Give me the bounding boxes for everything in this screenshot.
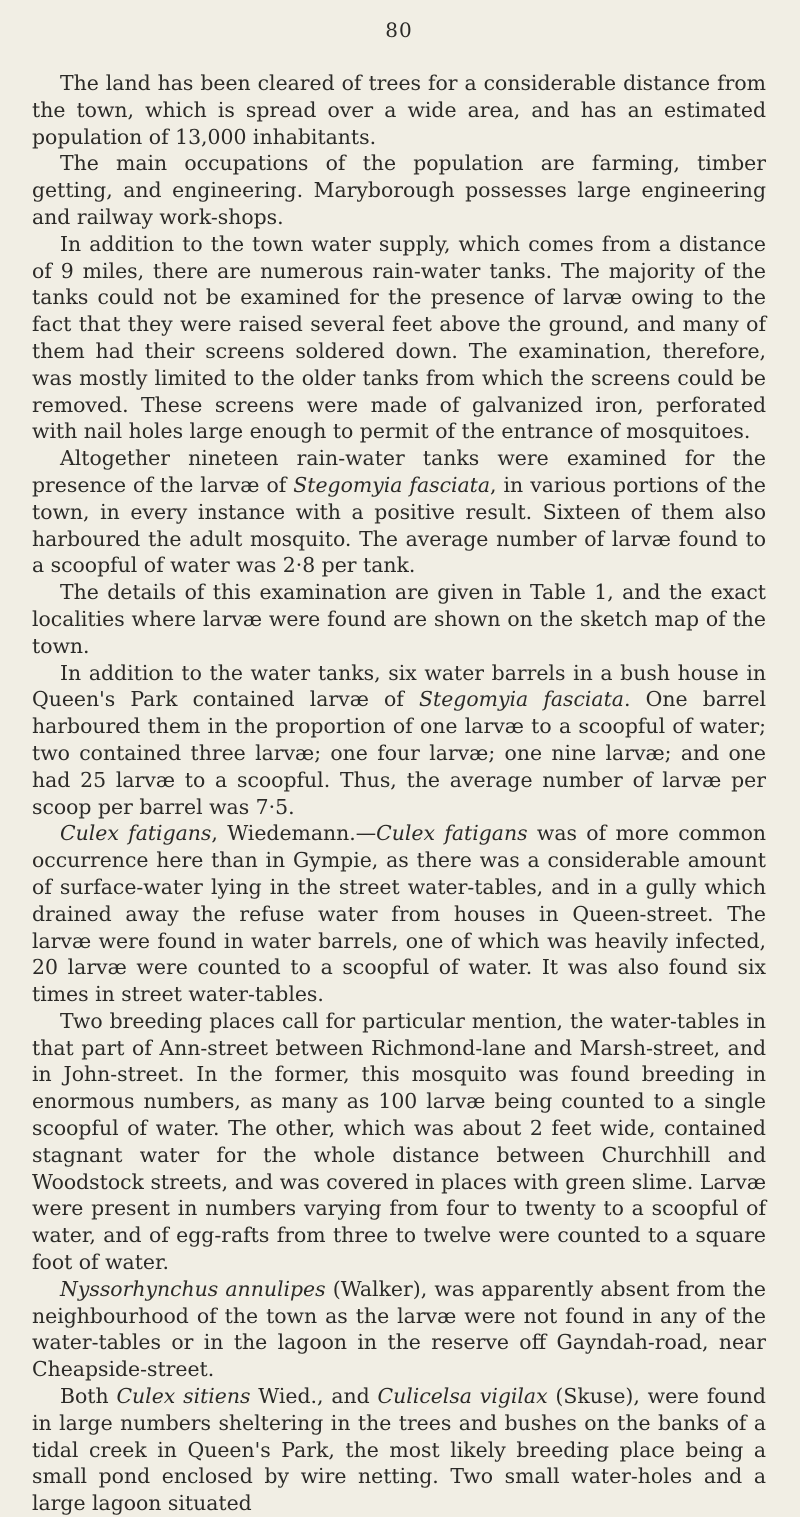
species-name: Culex sitiens: [116, 1384, 251, 1409]
paragraph: In addition to the water tanks, six water barrels in a bush house in Queen's Park contained larvæ of Stegomyia fasciata. One barrel harboured them in the proportion of one larvæ to a scoopful of water; two contained three larvæ; one four larvæ; one nine larvæ; and one had 25 larvæ to a scoopful. Thus, the average number of larvæ per scoop per barrel was 7·5.: [32, 660, 766, 819]
species-name: Stegomyia fasciata: [419, 687, 624, 712]
species-name: Nyssorhynchus annulipes: [60, 1276, 326, 1301]
species-name: Stegomyia fasciata: [293, 472, 491, 497]
species-name: Culicelsa vigilax: [377, 1384, 548, 1409]
species-name: Culex fatigans: [376, 821, 528, 846]
paragraph: The land has been cleared of trees for a considerable distance from the town, which is spread over a wide area, and has an estimated population of 13,000 inhabitants.: [32, 71, 766, 149]
paragraph: Altogether nineteen rain-water tanks were examined for the presence of the larvæ of Stegomyia fasciata, in various portions of the town, in every instance with a positive result. Sixteen of them also harboured the adult mosquito. The average number of larvæ found to a scoopful of water was 2·8 per tank.: [32, 446, 766, 578]
paragraph: Both Culex sitiens Wied., and Culicelsa vigilax (Skuse), were found in large numbers sheltering in the trees and bushes on the banks of a tidal creek in Queen's Park, the most likely breeding place being a small pond enclosed by wire netting. Two small water-holes and a large lagoon situated: [32, 1384, 766, 1516]
paragraph: Nyssorhynchus annulipes (Walker), was apparently absent from the neighbourhood of the town as the larvæ were not found in any of the water-tables or in the lagoon in the reserve off Gayndah-road, near Cheapside-street.: [32, 1276, 766, 1382]
paragraph: In addition to the town water supply, which comes from a distance of 9 miles, there are numerous rain-water tanks. The majority of the tanks could not be examined for the presence of larvæ owing to the fact that they were raised several feet above the ground, and many of them had their screens soldered down. The examination, therefore, was mostly limited to the older tanks from which the screens could be removed. These screens were made of galvanized iron, perforated with nail holes large enough to permit of the entrance of mosquitoes.: [32, 231, 766, 444]
page-number: 80: [385, 18, 413, 42]
paragraph: Two breeding places call for particular mention, the water-tables in that part of Ann-street between Richmond-lane and Marsh-street, and in John-street. In the former, this mosquito was found breeding in enormous numbers, as many as 100 larvæ being counted to a single scoopful of water. The other, which was about 2 feet wide, contained stagnant water for the whole distance between Churchhill and Woodstock streets, and was covered in places with green slime. Larvæ were present in numbers varying from four to twenty to a scoopful of water, and of egg-rafts from three to twelve were counted to a square foot of water.: [32, 1008, 766, 1275]
body-text: [32, 70, 766, 1517]
species-name: Culex fatigans: [60, 821, 212, 846]
paragraph: Culex fatigans, Wiedemann.—Culex fatigans was of more common occurrence here than in Gympie, as there was a considerable amount of surface-water lying in the street water-tables, and in a gully which drained away the refuse water from houses in Queen-street. The larvæ were found in water barrels, one of which was heavily infected, 20 larvæ were counted to a scoopful of water. It was also found six times in street water-tables.: [32, 821, 767, 1007]
paragraph: The details of this examination are given in Table 1, and the exact localities where larvæ were found are shown on the sketch map of the town.: [32, 580, 766, 658]
paragraph: The main occupations of the population are farming, timber getting, and engineering. Maryborough possesses large engineering and railway work-shops.: [32, 151, 766, 229]
